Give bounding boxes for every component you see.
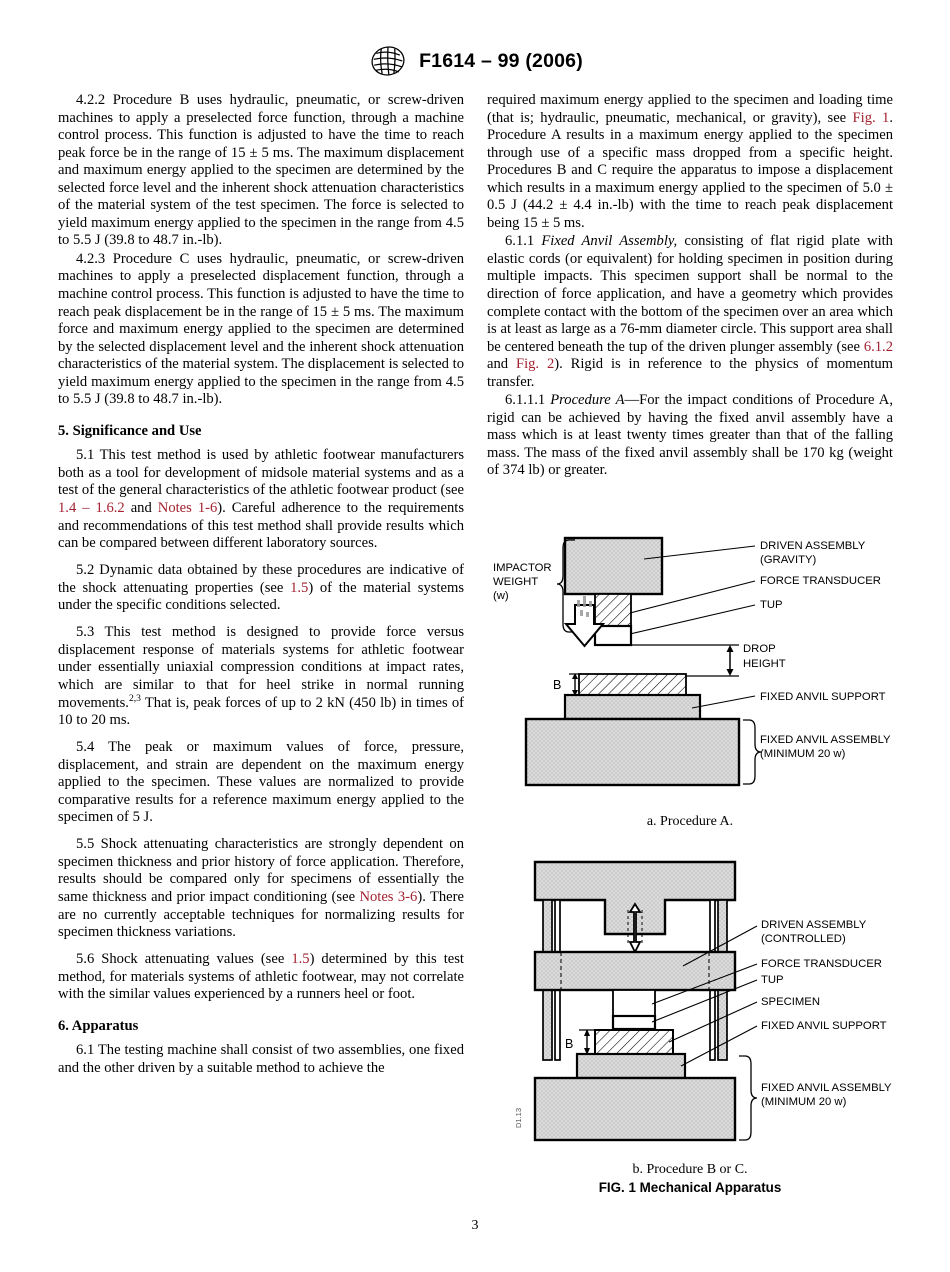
fixed-anvil-support-block — [565, 695, 700, 719]
paragraph-5-2 — [58, 562, 464, 615]
specimen-slab — [579, 674, 686, 695]
p611-mid: and — [487, 356, 516, 373]
p51-tail: ). Careful adherence to the requirements and recommendations of this test method shall provide results which can be compared between different laboratory sources. — [58, 500, 465, 552]
link-1-4-to-1-6-2[interactable]: 1.4 – 1.6.2 — [58, 500, 125, 517]
link-fig-2[interactable]: Fig. 2 — [515, 356, 555, 373]
paragraph-4-2-3: 4.2.3 Procedure C uses hydraulic, pneumatic, or screw-driven machines to apply a preselected displacement function, through a machine control process. This function is adjusted to have the time to reach peak displacement be in the range of 15 ± 5 ms. The maximum force and maximum energy applied to the specimen are determined by the selected displacement level and the inherent shock attenuation characteristics of the material system. The displacement is selected to yield maximum energy applied to the specimen in the range from 4.5 to 5.5 J (39.8 to 48.7 in.-lb). — [58, 250, 464, 408]
label-dimension-b-a: B — [553, 678, 562, 692]
figure-caption-a: a. Procedure A. — [646, 814, 734, 829]
p61-lead: required maximum energy applied to the specimen and loading time (that is; hydraulic, pneumatic, mechanical, or gravity), see — [487, 92, 893, 126]
link-fig-1[interactable]: Fig. 1 — [852, 109, 890, 126]
label-fixed-anvil-support-b: FIXED ANVIL SUPPORT — [761, 1020, 887, 1032]
leader-fixed-anvil-support — [692, 696, 755, 708]
leader-tup — [630, 605, 755, 634]
specimen-slab-b — [595, 1030, 673, 1054]
p611-lead: consisting of flat rigid plate with elastic cords (or equivalent) for holding specimen in position during multiple impacts. This specimen support shall be normal to the direction of force application, and have a geometry which provides complete contact with the bottom of the specimen over an area which is at least as large as a 76-mm diameter circle. This support area shall be centered beneath the tup of the driven plunger assembly (see — [487, 233, 893, 355]
figure-1-block — [487, 528, 893, 1195]
p6111-num: 6.1.1.1 — [505, 392, 551, 409]
driven-assembly-block — [565, 538, 662, 594]
p611-num: 6.1.1 — [505, 233, 542, 250]
p52-tail: ) of the material systems under the specific conditions selected. — [58, 579, 465, 614]
label-driven-assembly-a-line2: (GRAVITY) — [760, 554, 817, 566]
drop-height-dimension-arrow — [727, 645, 734, 676]
p55-lead: 5.5 Shock attenuating characteristics are strongly dependent on specimen thickness and prior history of force application. Therefore, results should be compared only for specimens of essentially the same thickness and prior impact conditioning (see — [58, 836, 464, 905]
label-fixed-anvil-assembly-a-line1: FIXED ANVIL ASSEMBLY — [760, 734, 891, 746]
label-drop-height-line2: HEIGHT — [743, 658, 786, 670]
paragraph-5-1 — [58, 447, 464, 552]
link-1-5-a[interactable]: 1.5 — [290, 579, 309, 596]
fixed-anvil-assembly-block-b — [535, 1078, 735, 1140]
term-fixed-anvil-assembly: Fixed Anvil Assembly, — [541, 233, 678, 250]
label-specimen-b: SPECIMEN — [761, 996, 821, 1008]
heading-significance-and-use: 5. Significance and Use — [58, 422, 202, 439]
figure-caption-b: b. Procedure B or C. — [632, 1162, 748, 1177]
link-1-5-b[interactable]: 1.5 — [291, 951, 310, 968]
label-driven-assembly-b-line1: DRIVEN ASSEMBLY — [761, 919, 867, 931]
p55-tail: ). There are no currently acceptable techniques for normalizing results for specimen thickness variations. — [58, 888, 464, 941]
label-fixed-anvil-assembly-a-line2: (MINIMUM 20 w) — [760, 748, 846, 760]
label-driven-assembly-a-line1: DRIVEN ASSEMBLY — [760, 540, 866, 552]
label-drop-height-line1: DROP — [743, 643, 776, 655]
p53-tail: That is, peak forces of up to 2 kN (450 lb) in times of 10 to 20 ms. — [58, 694, 464, 729]
label-fixed-anvil-support-a: FIXED ANVIL SUPPORT — [760, 691, 886, 703]
p61-tail: . Procedure A results in a maximum energy applied to the specimen through use of a specific mass dropped from a specific height. Procedures B and C require the apparatus to impose a displacement which results in a maximum energy applied to the specimen of 5.0 ± 0.5 J (44.2 ± 4.4 in.-lb) with the time to reach peak displacement being 15 ± 5 ms. — [487, 109, 894, 231]
paragraph-5-3 — [58, 624, 464, 729]
label-force-transducer-b: FORCE TRANSDUCER — [761, 958, 882, 970]
left-column — [58, 92, 464, 1078]
label-tup-b: TUP — [761, 974, 784, 986]
fixed-anvil-assembly-block — [526, 719, 739, 785]
paragraph-6-1-1 — [487, 233, 893, 391]
page-header — [0, 44, 950, 78]
figure-title: FIG. 1 Mechanical Apparatus — [598, 1180, 782, 1195]
p51-mid: and — [124, 500, 158, 517]
label-impactor-weight-line3: (w) — [493, 590, 509, 602]
p53-lead: 5.3 This test method is designed to provide force versus displacement response of materials systems for athletic footwear under essentially uniaxial compression conditions at impact rates, which are similar to that for heel strike in normal running movements. — [58, 624, 464, 711]
paragraph-4-2-2: 4.2.2 Procedure B uses hydraulic, pneumatic, or screw-driven machines to apply a preselected force function, through a machine control process. This function is adjusted to have the time to reach peak force be in the range of 15 ± 5 ms. The maximum displacement and maximum energy applied to the specimen are determined by the selected force level and the inherent shock attenuation characteristics of the material system of the test specimen. The force is selected to yield maximum energy applied to the specimen in the range from 4.5 to 5.5 J (39.8 to 48.7 in.-lb). — [58, 92, 464, 249]
p611-tail: ). Rigid is in reference to the physics of momentum transfer. — [487, 356, 893, 390]
paragraph-5-5 — [58, 836, 464, 941]
label-fixed-anvil-assembly-b-line2: (MINIMUM 20 w) — [761, 1096, 847, 1108]
tup-block — [595, 626, 631, 645]
p51-lead: 5.1 This test method is used by athletic footwear manufacturers both as a tool for development of midsole material systems and as a test of the general characteristics of the athletic footwear product (see — [58, 447, 465, 499]
fixed-anvil-assembly-brace — [743, 720, 761, 784]
label-dimension-b-b: B — [565, 1037, 574, 1051]
right-column — [487, 92, 893, 481]
p56-lead: 5.6 Shock attenuating values (see — [76, 951, 292, 968]
label-impactor-weight-line1: IMPACTOR — [493, 562, 552, 574]
label-fixed-anvil-assembly-b-line1: FIXED ANVIL ASSEMBLY — [761, 1082, 892, 1094]
label-drawing-id: D1.13 — [514, 1107, 523, 1128]
link-notes-3-6[interactable]: Notes 3-6 — [359, 888, 418, 905]
fixed-anvil-assembly-brace-b — [739, 1056, 757, 1140]
fixed-anvil-support-block-b — [577, 1054, 685, 1078]
p56-tail: ) determined by this test method, for materials systems of athletic footwear, may not correlate with the similar values experienced by a runners heel or foot. — [58, 951, 464, 1003]
label-driven-assembly-b-line2: (CONTROLLED) — [761, 933, 846, 945]
tup-block-b — [613, 1016, 655, 1029]
paragraph-6-1-continued — [487, 92, 893, 232]
paragraph-5-4: 5.4 The peak or maximum values of force, pressure, displacement, and strain are dependent on the maximum energy applied to the specimen. These values are normalized to provide comparative results for a reference maximum energy applied to the specimen of 5 J. — [58, 739, 464, 826]
astm-logo — [367, 44, 409, 78]
p6111-tail: —For the impact conditions of Procedure A, rigid can be achieved by having the fixed anvil assembly have a mass which is at least twenty times greater than that of the falling mass. The mass of the fixed anvil assembly shall be 170 kg (weight of 374 lb) or greater. — [487, 392, 893, 479]
link-6-1-2[interactable]: 6.1.2 — [863, 338, 893, 355]
label-impactor-weight-line2: WEIGHT — [493, 576, 539, 588]
heading-apparatus: 6. Apparatus — [58, 1017, 139, 1034]
document-designation: F1614 – 99 (2006) — [419, 49, 583, 72]
term-procedure-a: Procedure A — [550, 392, 625, 409]
label-tup-a: TUP — [760, 599, 783, 611]
label-force-transducer-a: FORCE TRANSDUCER — [760, 575, 881, 587]
diagram-procedure-b-c — [487, 856, 893, 1156]
paragraph-6-1-start: 6.1 The testing machine shall consist of two assemblies, one fixed and the other driven by a suitable method to achieve the — [58, 1042, 464, 1076]
p52-lead: 5.2 Dynamic data obtained by these procedures are indicative of the shock attenuating properties (see — [58, 562, 464, 596]
force-transducer-block-b — [613, 990, 655, 1016]
footnote-marker-2-3: 2,3 — [128, 692, 141, 704]
force-transducer-block — [595, 594, 631, 626]
paragraph-6-1-1-1 — [487, 392, 893, 480]
paragraph-5-6 — [58, 951, 464, 1004]
page-number: 3 — [471, 1218, 479, 1233]
link-notes-1-6[interactable]: Notes 1-6 — [157, 500, 218, 517]
diagram-procedure-a — [487, 528, 893, 808]
